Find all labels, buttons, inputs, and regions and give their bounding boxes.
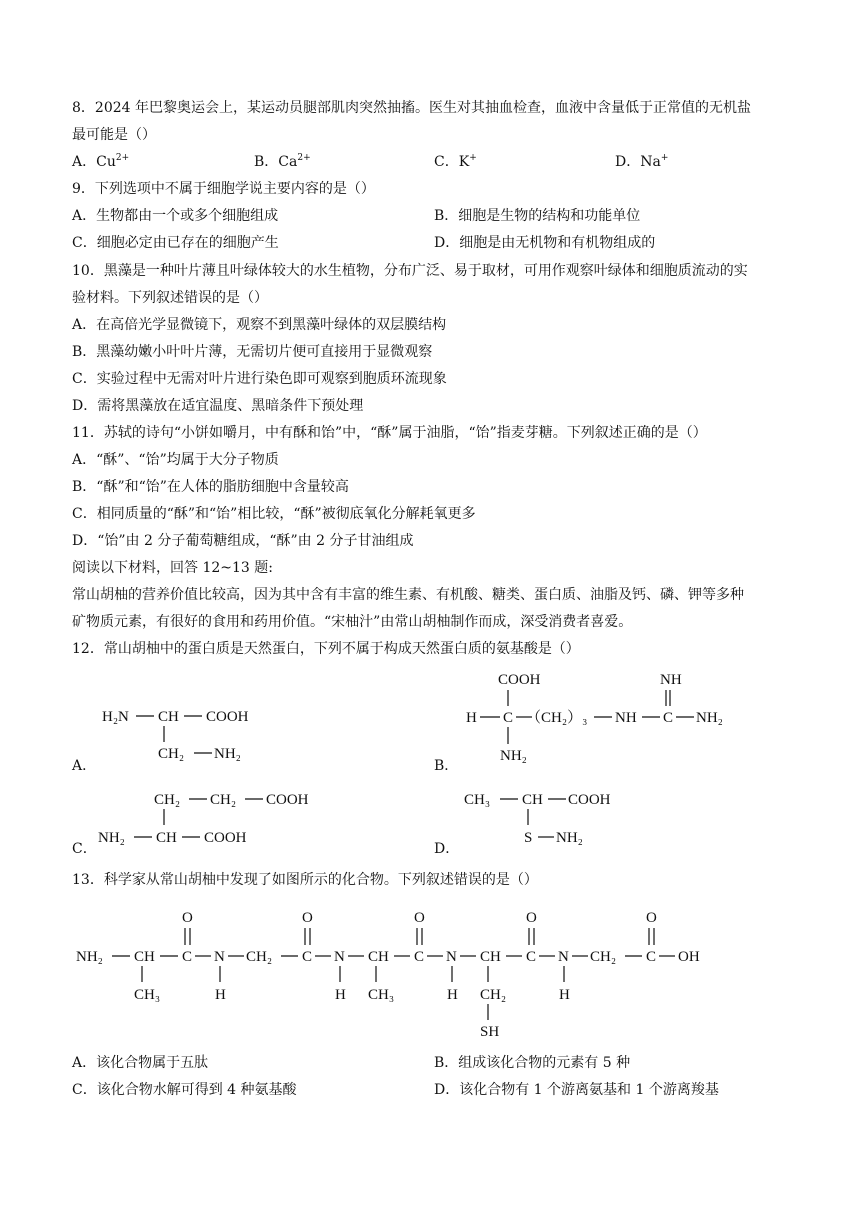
peptide-ch2-side: CH₂ [480, 987, 507, 1003]
q13-stem: 13．科学家从常山胡柚中发现了如图所示的化合物。下列叙述错误的是（） [72, 872, 538, 888]
q8-stem-line1: 8．2024 年巴黎奥运会上，某运动员腿部肌肉突然抽搐。医生对其抽血检查，血液中含量低于正常值的无机盐 [72, 100, 751, 116]
q12-label-c: C． [72, 841, 97, 857]
q8-option-c: C．K+ [434, 153, 477, 170]
peptide-h-4: H [559, 987, 570, 1003]
q9-option-d: D．细胞是由无机物和有机物组成的 [434, 235, 656, 251]
struct-b-chain: （CH₂）₃ [526, 710, 588, 726]
peptide-ch-2: CH [368, 949, 389, 965]
material-text-line2: 矿物质元素，有很好的食用和药用价值。“宋柚汁”由常山胡柚制作而成，深受消费者喜爱。 [72, 614, 633, 630]
q12-stem: 12．常山胡柚中的蛋白质是天然蛋白，下列不属于构成天然蛋白质的氨基酸是（） [72, 641, 580, 657]
q13-option-b: B．组成该化合物的元素有 5 种 [434, 1055, 631, 1071]
peptide-o-5: O [646, 910, 657, 926]
struct-c-ch: CH [156, 830, 177, 846]
q12-structure-c [96, 782, 336, 852]
q12-structure-b [462, 664, 762, 774]
struct-b-nh2: NH₂ [696, 710, 723, 726]
struct-a-h2n: H₂N [102, 709, 129, 725]
peptide-c-5: C [646, 949, 657, 965]
struct-b-c: C [503, 710, 514, 726]
q13-peptide-formula [72, 902, 752, 1042]
struct-b-nh2-bottom: NH₂ [500, 748, 527, 764]
q9-stem: 9．下列选项中不属于细胞学说主要内容的是（） [72, 181, 375, 197]
peptide-o-1: O [182, 910, 193, 926]
q8-stem-line2: 最可能是（） [72, 127, 156, 143]
peptide-c-2: C [302, 949, 313, 965]
struct-b-c2: C [663, 710, 674, 726]
q12-label-a: A． [72, 758, 97, 774]
q8-option-a: A．$Cu^{2+}$ [72, 153, 130, 170]
struct-b-imine: NH [660, 672, 682, 688]
struct-b-cooh: COOH [498, 672, 541, 688]
q12-label-b: B． [434, 758, 459, 774]
q11-stem: 11．苏轼的诗句“小饼如嚼月，中有酥和饴”中，“酥”属于油脂，“饴”指麦芽糖。下列叙述正确的是（） [72, 425, 707, 441]
q10-option-d: D．需将黑藻放在适宜温度、黑暗条件下预处理 [72, 398, 364, 414]
peptide-h-1: H [215, 987, 226, 1003]
struct-a-cooh: COOH [206, 709, 249, 725]
q9-option-b: B．细胞是生物的结构和功能单位 [434, 208, 641, 224]
peptide-sh: SH [480, 1024, 500, 1040]
peptide-ch2-2: CH₂ [590, 949, 617, 965]
q12-structure-a [96, 700, 296, 770]
struct-a-ch: CH [158, 709, 179, 725]
struct-c-nh2: NH₂ [98, 830, 125, 846]
peptide-n-4: N [558, 949, 569, 965]
peptide-n-1: N [214, 949, 225, 965]
peptide-o-2: O [302, 910, 313, 926]
struct-c-ch2b: CH₂ [210, 792, 237, 808]
peptide-n-3: N [446, 949, 457, 965]
q13-option-d: D．该化合物有 1 个游离氨基和 1 个游离羧基 [434, 1082, 719, 1098]
peptide-ch3-1: CH₃ [134, 987, 161, 1003]
q10-stem-line2: 验材料。下列叙述错误的是（） [72, 290, 268, 306]
struct-c-cooh2: COOH [204, 830, 247, 846]
q11-option-d: D．“饴”由 2 分子葡萄糖组成，“酥”由 2 分子甘油组成 [72, 533, 414, 549]
peptide-ch-1: CH [134, 949, 155, 965]
q13-option-a: A．该化合物属于五肽 [72, 1055, 209, 1071]
q12-structure-d [460, 782, 660, 852]
peptide-ch-3: CH [480, 949, 501, 965]
peptide-oh: OH [678, 949, 700, 965]
struct-b-nh: NH [615, 710, 637, 726]
peptide-h-3: H [447, 987, 458, 1003]
q10-stem-line1: 10．黑藻是一种叶片薄且叶绿体较大的水生植物，分布广泛、易于取材，可用作观察叶绿体和细胞质流动的实 [72, 263, 748, 279]
struct-d-nh2: NH₂ [556, 830, 583, 846]
struct-d-ch: CH [522, 792, 543, 808]
peptide-nh2: NH₂ [76, 949, 103, 965]
q11-option-a: A．“酥”、“饴”均属于大分子物质 [72, 452, 279, 468]
q10-option-a: A．在高倍光学显微镜下，观察不到黑藻叶绿体的双层膜结构 [72, 317, 447, 333]
q11-option-b: B．“酥”和“饴”在人体的脂肪细胞中含量较高 [72, 479, 349, 495]
q12-label-d: D． [434, 841, 460, 857]
struct-c-cooh1: COOH [266, 792, 309, 808]
q9-option-a: A．生物都由一个或多个细胞组成 [72, 208, 279, 224]
struct-d-ch3: CH₃ [464, 792, 491, 808]
q8-option-b: B．$Ca^{2+}$ [254, 153, 311, 170]
peptide-c-4: C [526, 949, 537, 965]
struct-d-s: S [524, 830, 533, 846]
struct-a-ch2: CH₂ [158, 746, 185, 762]
struct-c-ch2a: CH₂ [154, 792, 181, 808]
material-intro: 阅读以下材料，回答 12~13 题: [72, 560, 273, 576]
q10-option-b: B．黑藻幼嫩小叶叶片薄，无需切片便可直接用于显微观察 [72, 344, 433, 360]
q9-option-c: C．细胞必定由已存在的细胞产生 [72, 235, 279, 251]
peptide-o-4: O [526, 910, 537, 926]
peptide-ch3-2: CH₃ [368, 987, 395, 1003]
q13-option-c: C．该化合物水解可得到 4 种氨基酸 [72, 1082, 297, 1098]
peptide-c-1: C [182, 949, 193, 965]
q8-option-d: D．Na+ [615, 153, 669, 170]
peptide-n-2: N [334, 949, 345, 965]
q10-option-c: C．实验过程中无需对叶片进行染色即可观察到胞质环流现象 [72, 371, 447, 387]
peptide-o-3: O [414, 910, 425, 926]
struct-a-nh2: NH₂ [214, 746, 241, 762]
peptide-c-3: C [414, 949, 425, 965]
peptide-ch2-1: CH₂ [246, 949, 273, 965]
material-text-line1: 常山胡柚的营养价值比较高，因为其中含有丰富的维生素、有机酸、糖类、蛋白质、油脂及钙、磷、钾等多种 [72, 587, 744, 603]
struct-d-cooh: COOH [568, 792, 611, 808]
peptide-h-2: H [335, 987, 346, 1003]
q11-option-c: C．相同质量的“酥”和“饴”相比较，“酥”被彻底氧化分解耗氧更多 [72, 506, 476, 522]
struct-b-h: H [466, 710, 477, 726]
